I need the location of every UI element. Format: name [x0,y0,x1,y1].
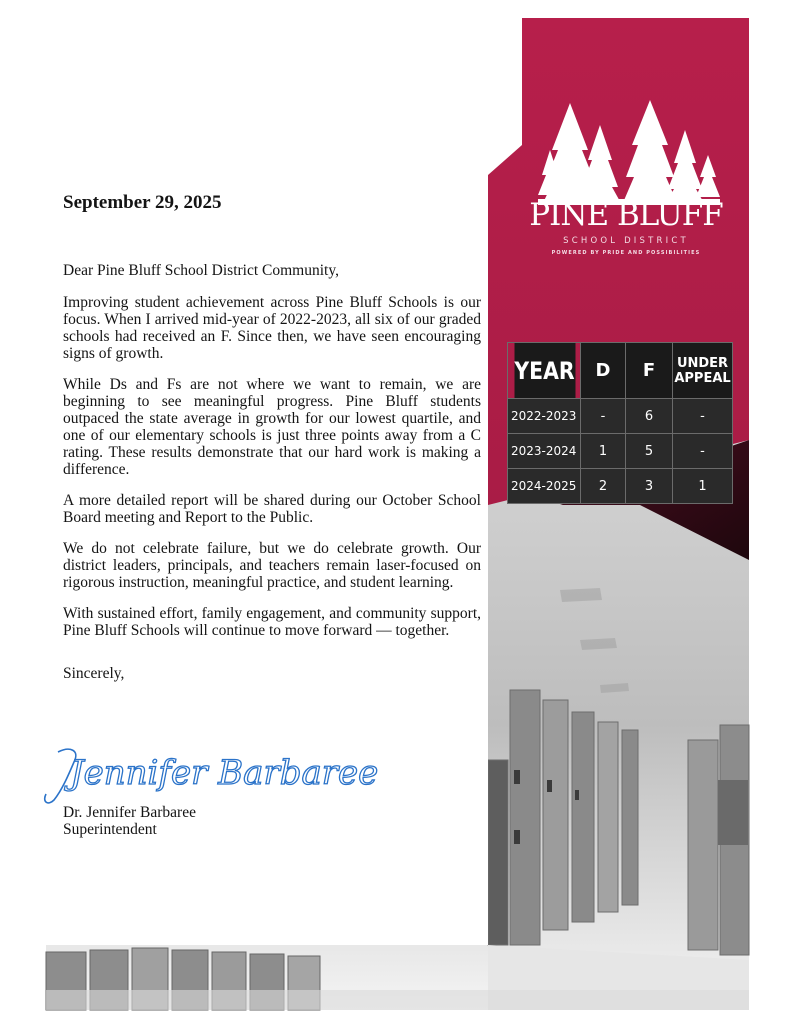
signer-block [63,804,196,838]
handwritten-signature [40,744,379,806]
signer-title: Superintendent [63,821,157,838]
grades-table [507,342,733,504]
letter-paragraph: We do not celebrate failure, but we do celebrate growth. Our district leaders, principals, and teachers remain laser-focused on rigorous instruction, meaningful practice, and student learning. [63,540,481,591]
cell-d: - [581,399,626,434]
cell-year: 2022-2023 [508,399,581,434]
letter-paragraph: While Ds and Fs are not where we want to remain, we are beginning to see meaningful progress. Pine Bluff students outpaced the state average in growth for our lowest quartile, and one of our elementary schools is just three points away from a C rating. These results demonstrate that our hard work is making a difference. [63,376,481,478]
letter-greeting: Dear Pine Bluff School District Community, [63,262,339,279]
header-year: YEAR [513,343,575,399]
cell-f: 3 [626,469,673,504]
letter-paragraph: A more detailed report will be shared during our October School Board meeting and Report to the Public. [63,492,481,526]
signature-text: Jennifer Barbaree [70,753,379,793]
signer-name: Dr. Jennifer Barbaree [63,804,196,821]
table-header-row [508,343,733,399]
cell-under-appeal: - [673,434,733,469]
letter-body [63,192,481,683]
cell-d: 1 [581,434,626,469]
logo-tagline: POWERED BY PRIDE AND POSSIBILITIES [551,250,701,256]
table-row [508,469,733,504]
letter-paragraph: Improving student achievement across Pine Bluff Schools is our focus. When I arrived mid-year of 2022-2023, all six of our graded schools had received an F. Since then, we have seen encouraging signs of growth. [63,294,481,362]
letter-closing: Sincerely, [63,665,125,682]
cell-f: 6 [626,399,673,434]
header-f: F [626,343,673,399]
cell-year: 2023-2024 [508,434,581,469]
header-d: D [581,343,626,399]
logo-name: PINE BLUFF [529,197,723,233]
logo-subtitle: SCHOOL DISTRICT [563,236,689,246]
cell-under-appeal: - [673,399,733,434]
table-row [508,399,733,434]
cell-d: 2 [581,469,626,504]
letter-paragraph: With sustained effort, family engagement, and community support, Pine Bluff Schools will continue to move forward — together. [63,605,481,639]
table-row [508,434,733,469]
cell-year: 2024-2025 [508,469,581,504]
cell-f: 5 [626,434,673,469]
letter-date: September 29, 2025 [63,192,222,213]
header-under-appeal: UNDER APPEAL [673,343,733,399]
cell-under-appeal: 1 [673,469,733,504]
